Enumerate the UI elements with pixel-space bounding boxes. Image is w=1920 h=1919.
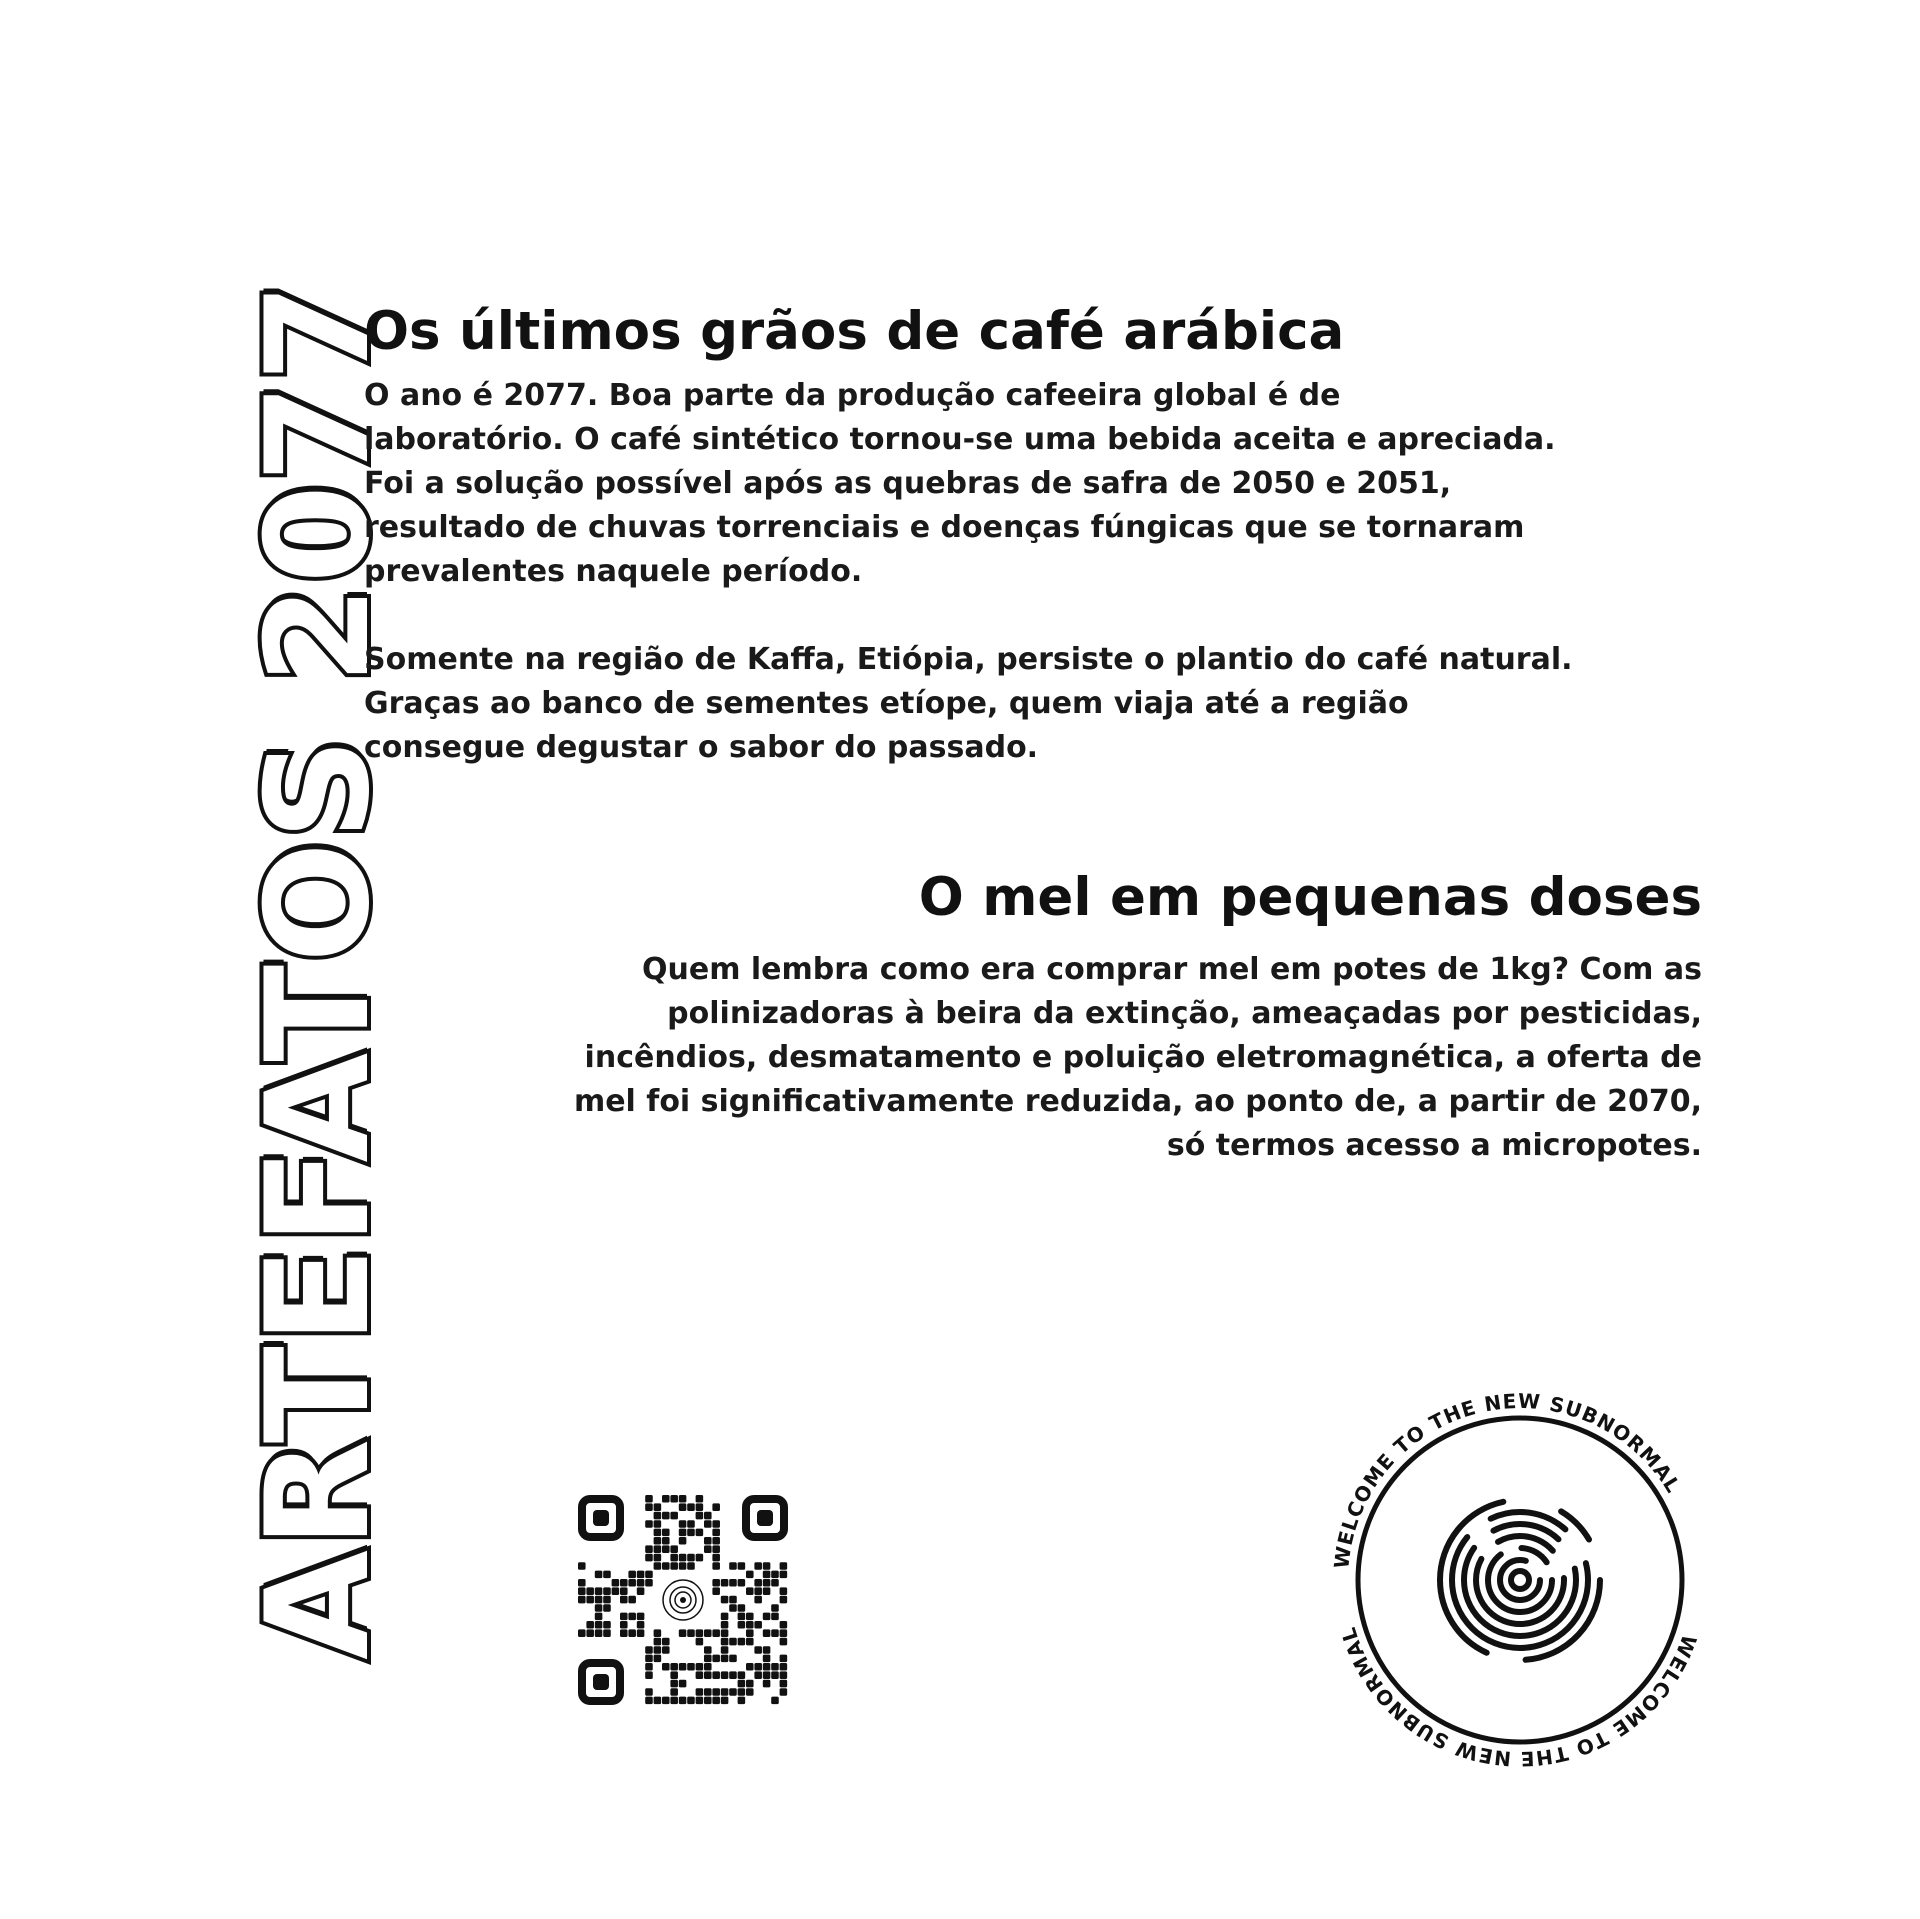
text-line: incêndios, desmatamento e poluição eletromagnética, a oferta de [584,1039,1702,1075]
text-line: consegue degustar o sabor do passado. [364,729,1039,765]
text-line: O ano é 2077. Boa parte da produção cafeeira global é de [364,377,1341,413]
emblem-ring-text-top: WELCOME TO THE NEW SUBNORMAL [1329,1388,1686,1570]
qr-code-icon[interactable] [578,1495,788,1705]
emblem [1300,1360,1740,1800]
fingerprint-spiral-icon [1440,1500,1600,1660]
text-line: Graças ao banco de sementes etíope, quem viaja até a região [364,685,1409,721]
coffee-section [364,300,1594,770]
svg-text:WELCOME TO THE NEW SUBNORMAL [1329,1389,1685,1570]
text-line: laboratório. O café sintético tornou-se uma bebida aceita e apreciada. [364,421,1556,457]
text-line: prevalentes naquele período. [364,553,863,589]
text-line: Foi a solução possível após as quebras de safra de 2050 e 2051, [364,465,1452,501]
coffee-heading: Os últimos grãos de café arábica [364,301,1345,362]
text-line: Somente na região de Kaffa, Etiópia, persiste o plantio do café natural. [364,641,1573,677]
text-line: polinizadoras à beira da extinção, ameaçadas por pesticidas, [667,995,1702,1031]
side-title: ARTEFATOS 2077 [236,281,401,1660]
coffee-paragraph-2 [364,638,1594,770]
honey-paragraph [502,948,1702,1168]
coffee-paragraph-1 [364,374,1594,594]
emblem-ring [1358,1418,1682,1742]
emblem-ring-text-bottom: WELCOME TO THE NEW SUBNORMAL [1335,1623,1702,1772]
text-line: só termos acesso a micropotes. [1166,1127,1702,1163]
honey-heading: O mel em pequenas doses [918,867,1702,928]
text-line: Quem lembra como era comprar mel em potes de 1kg? Com as [641,951,1702,987]
text-line: mel foi significativamente reduzida, ao ponto de, a partir de 2070, [573,1083,1702,1119]
text-line: resultado de chuvas torrenciais e doenças fúngicas que se tornaram [364,509,1525,545]
honey-section [502,866,1702,1168]
